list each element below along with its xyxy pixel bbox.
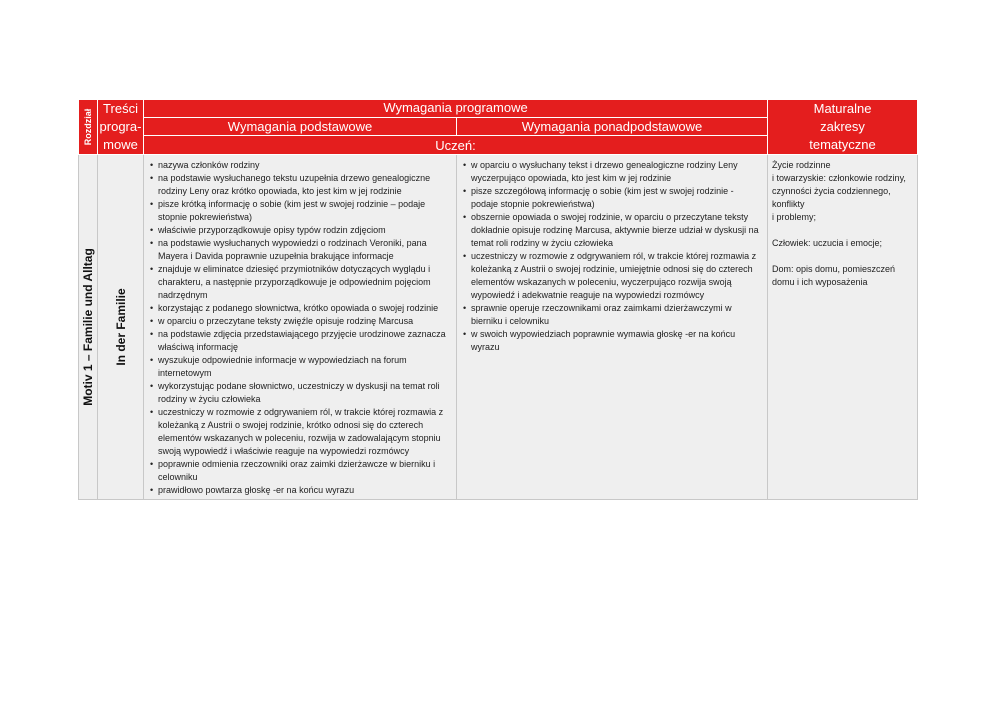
curriculum-table [78, 99, 918, 500]
table-row [79, 155, 918, 500]
list-item: • w oparciu o wysłuchany tekst i drzewo genealogiczne rodziny Leny wyczerpująco opowiada, kto jest kim w jej rodzinie [463, 159, 761, 185]
list-item: • pisze szczegółową informację o sobie (kim jest w swojej rodzinie - podaje stopnie pokrewieństwa) [463, 185, 761, 211]
motiv-label: Motiv 1 – Familie und Alltag [81, 248, 95, 406]
list-item: • sprawnie operuje rzeczownikami oraz zaimkami dzierżawczymi w bierniku i celowniku [463, 302, 761, 328]
ponadpodstawowe-cell [457, 155, 768, 500]
list-item: • na podstawie zdjęcia przedstawiającego przyjęcie urodzinowe zaznacza właściwą informację [150, 328, 450, 354]
tresci-line-1: Treści [103, 101, 138, 116]
list-item: • w oparciu o przeczytane teksty zwięźle opisuje rodzinę Marcusa [150, 315, 450, 328]
list-item: • wyszukuje odpowiednie informacje w wypowiedziach na forum internetowym [150, 354, 450, 380]
list-item: • poprawnie odmienia rzeczowniki oraz zaimki dzierżawcze w bierniku i celowniku [150, 458, 450, 484]
tresci-header [98, 100, 144, 155]
tresci-line-2: progra- [99, 119, 142, 134]
list-item: • na podstawie wysłuchanego tekstu uzupełnia drzewo genealogiczne rodziny Leny oraz krótko opowiada, kto jest kim w jej rodzinie [150, 172, 450, 198]
list-item: • uczestniczy w rozmowie z odgrywaniem ról, w trakcie której rozmawia z koleżanką z Austrii o swojej rodzinie, umiejętnie odnosi się do czterech elementów wskazanych w poleceniu, wyczerpująco rozwija swoją wypowiedź i adekwatnie reaguje na wypowiedzi rozmówcy [463, 250, 761, 302]
podstawowe-list [144, 155, 456, 499]
matura-topics: Życie rodzinne i towarzyskie: członkowie rodziny, czynności życia codziennego, konflikty i problemy; Człowiek: uczucia i emocje; Dom: opis domu, pomieszczeń domu i ich wyposażenia [772, 160, 906, 287]
maturalne-header [768, 100, 918, 155]
list-item: • pisze krótką informację o sobie (kim jest w swojej rodzinie – podaje stopnie pokrewieństwa) [150, 198, 450, 224]
maturalne-line-2: zakresy [820, 119, 865, 134]
list-item: • korzystając z podanego słownictwa, krótko opowiada o swojej rodzinie [150, 302, 450, 315]
tresci-line-3: mowe [103, 137, 138, 152]
list-item: • na podstawie wysłuchanych wypowiedzi o rodzinach Veroniki, pana Mayera i Davida poprawnie uzupełnia brakujące informacje [150, 237, 450, 263]
wymagania-ponadpodstawowe-header: Wymagania ponadpodstawowe [457, 117, 768, 136]
list-item: • właściwie przyporządkowuje opisy typów rodzin zdjęciom [150, 224, 450, 237]
rozdzial-label: Rozdział [83, 108, 93, 146]
list-item: • nazywa członków rodziny [150, 159, 450, 172]
list-item: • znajduje w eliminatce dziesięć przymiotników dotyczących wyglądu i charakteru, a następnie przyporządkowuje je odpowiednim pojęciom nadrzędnym [150, 263, 450, 302]
topic-cell [98, 155, 144, 500]
maturalne-line-1: Maturalne [813, 101, 872, 116]
list-item: • prawidłowo powtarza głoskę -er na końcu wyrazu [150, 484, 450, 497]
wymagania-programowe-header: Wymagania programowe [144, 100, 768, 118]
list-item: • uczestniczy w rozmowie z odgrywaniem ról, w trakcie której rozmawia z koleżanką z Austrii o swojej rodzinie, krótko odnosi się do czterech elementów wskazanych w poleceniu, rozwija w zadowalającym stopniu swoją wypowiedź i właściwie reaguje na wypowiedzi rozmówcy [150, 406, 450, 458]
matura-cell [768, 155, 918, 500]
topic-label: In der Familie [113, 288, 128, 366]
list-item: • obszernie opowiada o swojej rodzinie, w oparciu o przeczytane teksty dokładnie opisuje rodzinę Marcusa, aktywnie bierze udział w dyskusji na temat roli rodziny w życiu człowieka [463, 211, 761, 250]
motiv-cell [79, 155, 98, 500]
list-item: • wykorzystując podane słownictwo, uczestniczy w dyskusji na temat roli rodziny w życiu człowieka [150, 380, 450, 406]
rozdzial-header [79, 100, 98, 155]
podstawowe-cell [144, 155, 457, 500]
list-item: • w swoich wypowiedziach poprawnie wymawia głoskę -er na końcu wyrazu [463, 328, 761, 354]
uczen-header: Uczeń: [144, 136, 768, 155]
ponadpodstawowe-list [457, 155, 767, 356]
wymagania-podstawowe-header: Wymagania podstawowe [144, 117, 457, 136]
maturalne-line-3: tematyczne [809, 137, 876, 152]
